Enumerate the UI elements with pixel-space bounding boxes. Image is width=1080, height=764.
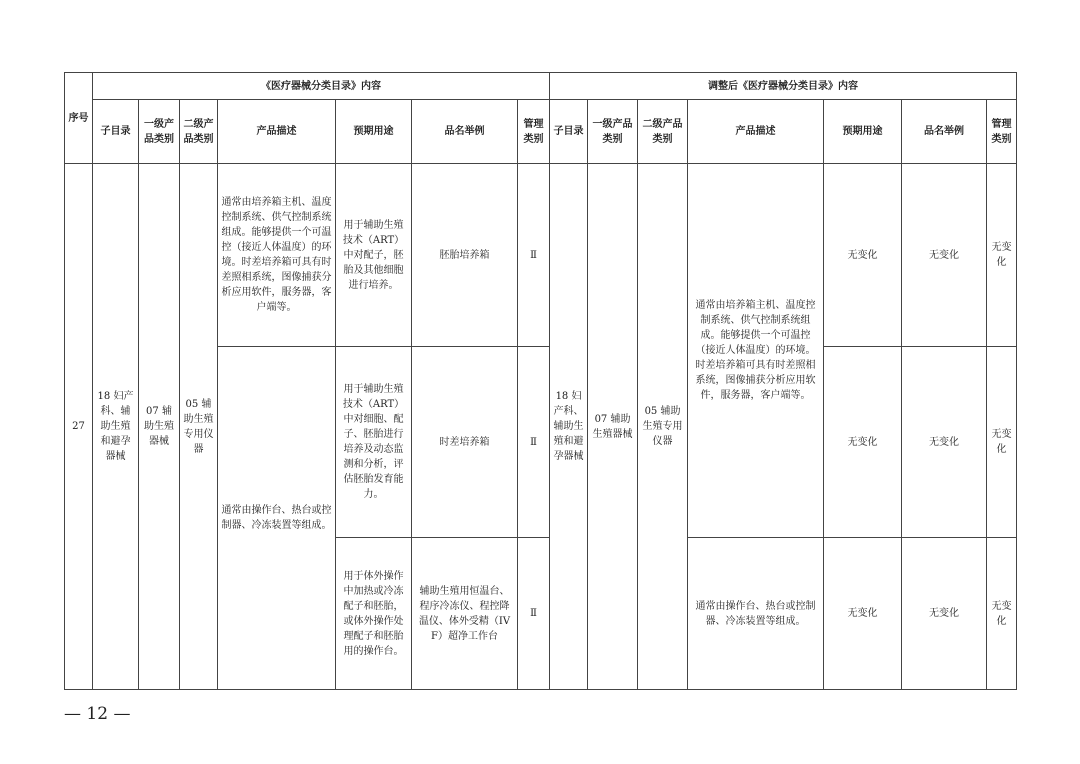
left-category-2: 05 辅助生殖专用仪器 — [180, 164, 218, 690]
right-example-cell: 无变化 — [902, 347, 987, 538]
right-category-2: 05 辅助生殖专用仪器 — [638, 164, 688, 690]
header-right-use: 预期用途 — [824, 100, 902, 164]
catalog-table — [64, 72, 1017, 690]
header-right-cat2: 二级产品类别 — [638, 100, 688, 164]
right-example-cell: 无变化 — [902, 164, 987, 347]
right-description-incubator: 通常由培养箱主机、温度控制系统、供气控制系统组成。能够提供一个可温控（接近人体温度）的环境。时差培养箱可具有时差照相系统，图像捕获分析应用软件，服务器，客户端等。 — [688, 164, 824, 538]
header-right-mgmt: 管理类别 — [987, 100, 1017, 164]
header-examples: 品名举例 — [412, 100, 518, 164]
right-example-cell: 无变化 — [902, 538, 987, 690]
header-right-examples: 品名举例 — [902, 100, 987, 164]
right-use-cell: 无变化 — [824, 538, 902, 690]
left-description-workstation: 通常由操作台、热台或控制器、冷冻装置等组成。 — [218, 347, 336, 690]
header-use: 预期用途 — [336, 100, 412, 164]
left-mgmt-cell: Ⅱ — [518, 164, 550, 347]
left-use-cell: 用于辅助生殖技术（ART）中对细胞、配子、胚胎进行培养及动态监测和分析，评估胚胎发育能力。 — [336, 347, 412, 538]
right-group-header: 调整后《医疗器械分类目录》内容 — [550, 73, 1017, 100]
right-category-1: 07 辅助生殖器械 — [588, 164, 638, 690]
right-mgmt-cell: 无变化 — [987, 164, 1017, 347]
left-mgmt-cell: Ⅱ — [518, 347, 550, 538]
header-right-sub: 子目录 — [550, 100, 588, 164]
left-use-cell: 用于辅助生殖技术（ART）中对配子，胚胎及其他细胞进行培养。 — [336, 164, 412, 347]
left-subcatalog: 18 妇产科、辅助生殖和避孕器械 — [93, 164, 139, 690]
right-description-workstation: 通常由操作台、热台或控制器、冷冻装置等组成。 — [688, 538, 824, 690]
right-mgmt-cell: 无变化 — [987, 538, 1017, 690]
header-mgmt: 管理类别 — [518, 100, 550, 164]
right-use-cell: 无变化 — [824, 164, 902, 347]
header-sub: 子目录 — [93, 100, 139, 164]
header-desc: 产品描述 — [218, 100, 336, 164]
header-cat2: 二级产品类别 — [180, 100, 218, 164]
left-example-cell: 胚胎培养箱 — [412, 164, 518, 347]
right-use-cell: 无变化 — [824, 347, 902, 538]
seq-cell: 27 — [65, 164, 93, 690]
header-right-desc: 产品描述 — [688, 100, 824, 164]
left-description-incubator: 通常由培养箱主机、温度控制系统、供气控制系统组成。能够提供一个可温控（接近人体温度）的环境。时差培养箱可具有时差照相系统，图像捕获分析应用软件，服务器，客户端等。 — [218, 164, 336, 347]
header-cat1: 一级产品类别 — [139, 100, 180, 164]
left-mgmt-cell: Ⅱ — [518, 538, 550, 690]
left-example-cell: 辅助生殖用恒温台、程序冷冻仪、程控降温仪、体外受精（IVF）超净工作台 — [412, 538, 518, 690]
page-number: — 12 — — [64, 704, 131, 724]
left-example-cell: 时差培养箱 — [412, 347, 518, 538]
right-subcatalog: 18 妇产科、辅助生殖和避孕器械 — [550, 164, 588, 690]
left-group-header: 《医疗器械分类目录》内容 — [93, 73, 550, 100]
header-right-cat1: 一级产品类别 — [588, 100, 638, 164]
left-use-cell: 用于体外操作中加热或冷冻配子和胚胎，或体外操作处理配子和胚胎用的操作台。 — [336, 538, 412, 690]
header-seq: 序号 — [65, 73, 93, 164]
right-mgmt-cell: 无变化 — [987, 347, 1017, 538]
left-category-1: 07 辅助生殖器械 — [139, 164, 180, 690]
